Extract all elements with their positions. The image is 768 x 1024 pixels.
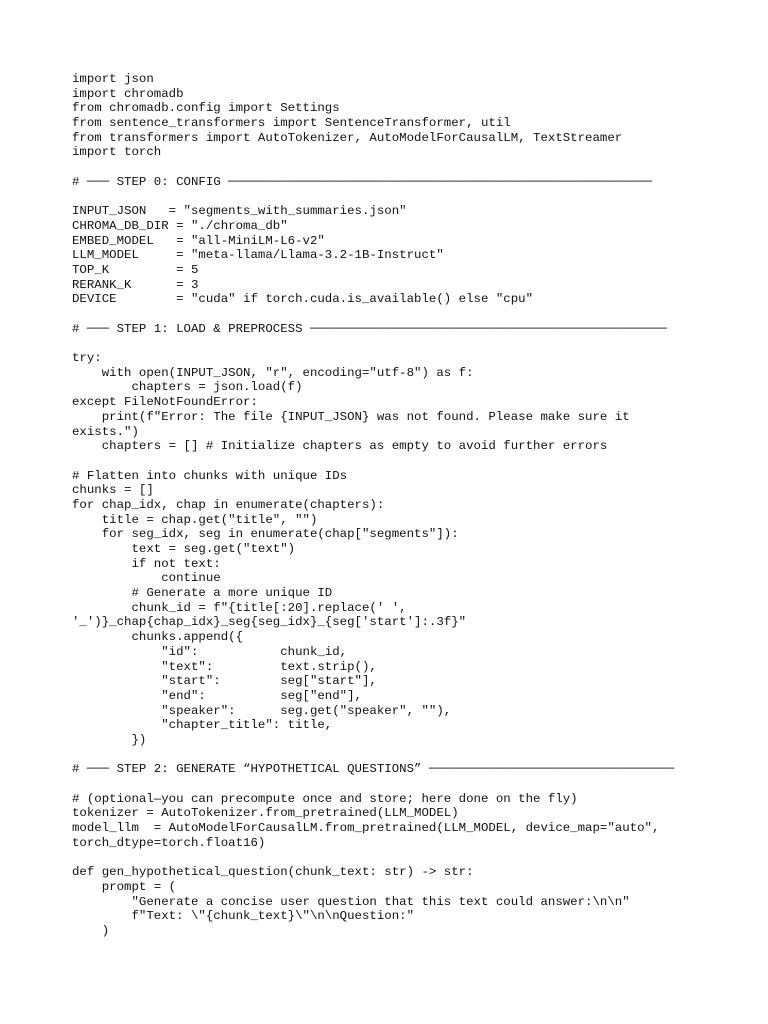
code-line xyxy=(72,777,692,792)
code-line: }) xyxy=(72,732,147,747)
code-line: "chapter_title": title, xyxy=(72,718,333,733)
code-line xyxy=(72,748,692,763)
code-line: if not text: xyxy=(72,556,221,571)
code-line: "text": text.strip(), xyxy=(72,659,377,674)
code-line: chapters = json.load(f) xyxy=(72,380,303,395)
code-line: model_llm = AutoModelForCausalLM.from_pretrained(LLM_MODEL, device_map="auto", xyxy=(72,821,660,836)
code-line: from chromadb.config import Settings xyxy=(72,101,340,116)
code-line: LLM_MODEL = "meta-llama/Llama-3.2-1B-Instruct" xyxy=(72,248,444,263)
code-line: CHROMA_DB_DIR = "./chroma_db" xyxy=(72,218,288,233)
code-line: # Flatten into chunks with unique IDs xyxy=(72,468,348,483)
code-line: import json xyxy=(72,72,154,86)
code-line: title = chap.get("title", "") xyxy=(72,512,318,527)
code-line: # (optional—you can precompute once and store; here done on the fly) xyxy=(72,791,578,806)
code-line: continue xyxy=(72,571,221,586)
code-line xyxy=(72,190,692,205)
code-line: exists.") xyxy=(72,424,139,439)
code-line: prompt = ( xyxy=(72,879,177,894)
code-line: chapters = [] # Initialize chapters as empty to avoid further errors xyxy=(72,439,608,454)
code-line xyxy=(72,454,692,469)
code-block xyxy=(72,72,692,939)
code-line: torch_dtype=torch.float16) xyxy=(72,835,266,850)
code-line xyxy=(72,336,692,351)
code-line: "speaker": seg.get("speaker", ""), xyxy=(72,703,452,718)
code-line: ) xyxy=(72,923,110,938)
code-line: try: xyxy=(72,351,102,366)
code-line: RERANK_K = 3 xyxy=(72,277,199,292)
code-line: chunks.append({ xyxy=(72,630,244,645)
code-line: DEVICE = "cuda" if torch.cuda.is_available() else "cpu" xyxy=(72,292,534,307)
code-line: import torch xyxy=(72,145,162,160)
code-line: # ─── STEP 0: CONFIG ───────────────────────────────────────────────────────── xyxy=(72,174,652,189)
code-line: from transformers import AutoTokenizer, AutoModelForCausalLM, TextStreamer xyxy=(72,130,623,145)
code-line: except FileNotFoundError: xyxy=(72,395,258,410)
code-line: INPUT_JSON = "segments_with_summaries.json" xyxy=(72,204,407,219)
code-line xyxy=(72,307,692,322)
code-line: for chap_idx, chap in enumerate(chapters): xyxy=(72,497,385,512)
code-line: from sentence_transformers import SentenceTransformer, util xyxy=(72,116,511,131)
code-line: EMBED_MODEL = "all-MiniLM-L6-v2" xyxy=(72,233,325,248)
code-line: f"Text: \"{chunk_text}\"\n\nQuestion:" xyxy=(72,909,415,924)
code-line: print(f"Error: The file {INPUT_JSON} was not found. Please make sure it xyxy=(72,409,630,424)
code-line: with open(INPUT_JSON, "r", encoding="utf-8") as f: xyxy=(72,365,474,380)
code-line: tokenizer = AutoTokenizer.from_pretrained(LLM_MODEL) xyxy=(72,806,459,821)
code-line: for seg_idx, seg in enumerate(chap["segments"]): xyxy=(72,527,459,542)
code-line: chunk_id = f"{title[:20].replace(' ', xyxy=(72,600,407,615)
code-line xyxy=(72,160,692,175)
code-line: # ─── STEP 2: GENERATE “HYPOTHETICAL QUESTIONS” ───────────────────────────────── xyxy=(72,762,675,777)
code-line: chunks = [] xyxy=(72,483,154,498)
code-line: import chromadb xyxy=(72,86,184,101)
code-line: # Generate a more unique ID xyxy=(72,586,333,601)
code-line xyxy=(72,850,692,865)
code-line: "id": chunk_id, xyxy=(72,644,348,659)
code-line: "start": seg["start"], xyxy=(72,674,377,689)
code-line: def gen_hypothetical_question(chunk_text: str) -> str: xyxy=(72,865,474,880)
code-line: TOP_K = 5 xyxy=(72,262,199,277)
code-line: "end": seg["end"], xyxy=(72,688,362,703)
code-line: text = seg.get("text") xyxy=(72,542,296,556)
code-line: '_')}_chap{chap_idx}_seg{seg_idx}_{seg['start']:.3f}" xyxy=(72,615,467,630)
code-line: # ─── STEP 1: LOAD & PREPROCESS ──────────────────────────────────────────────── xyxy=(72,321,667,336)
code-line: "Generate a concise user question that this text could answer:\n\n" xyxy=(72,894,630,909)
